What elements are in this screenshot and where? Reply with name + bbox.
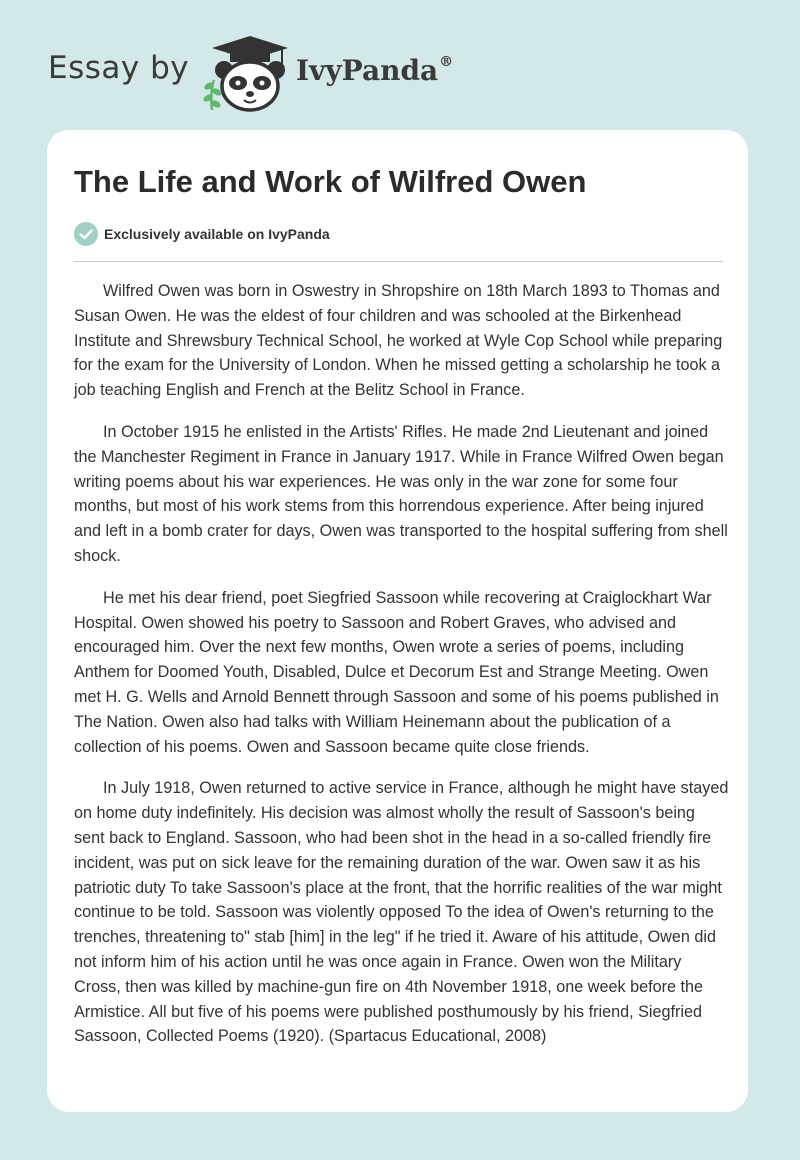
brand-name[interactable]: [296, 54, 453, 87]
essay-card: [47, 130, 748, 1112]
essay-by-label: Essay by: [48, 50, 190, 86]
brand-text: IvyPanda: [296, 54, 439, 87]
divider: [74, 261, 723, 262]
essay-title: The Life and Work of Wilfred Owen: [74, 164, 587, 199]
essay-body: [74, 279, 729, 1066]
panda-graduate-icon[interactable]: [200, 34, 290, 112]
essay-paragraph: In October 1915 he enlisted in the Artists' Rifles. He made 2nd Lieutenant and joined the Manchester Regiment in France in January 1917. While in France Wilfred Owen began writing poems about his war experiences. He was only in the war zone for some four months, but most of his work stems from this horrendous experience. After being injured and left in a bomb crater for days, Owen was transported to the hospital suffering from shell shock.: [74, 422, 728, 565]
exclusive-badge-text: Exclusively available on IvyPanda: [104, 226, 330, 242]
site-header: [48, 32, 748, 112]
essay-paragraph: In July 1918, Owen returned to active service in France, although he might have stayed on home duty indefinitely. His decision was almost wholly the result of Sassoon's being sent back to England. Sassoon, who had been shot in the head in a so-called friendly fire incident, was put on sick leave for the remaining duration of the war. Owen saw it as his patriotic duty To take Sassoon's place at the front, that the horrific realities of the war might continue to be told. Sassoon was violently opposed To the idea of Owen's returning to the trenches, threatening to" stab [him] in the leg" if he tried it. Aware of his attitude, Owen did not inform him of his action until he was once again in France. Owen won the Military Cross, then was killed by machine-gun fire on 4th November 1918, one week before the Armistice. All but five of his poems were published posthumously by his friend, Siegfried Sassoon, Collected Poems (1920). (Spartacus Educational, 2008): [74, 779, 729, 1046]
essay-paragraph: Wilfred Owen was born in Oswestry in Shropshire on 18th March 1893 to Thomas and Susan Owen. He was the eldest of four children and was schooled at the Birkenhead Institute and Shrewsbury Technical School, he worked at Wyle Cop School while preparing for the exam for the University of London. When he missed getting a scholarship he took a job teaching English and French at the Belitz School in France.: [74, 282, 723, 400]
registered-mark: ®: [439, 54, 454, 70]
essay-paragraph: He met his dear friend, poet Siegfried Sassoon while recovering at Craiglockhart War Hospital. Owen showed his poetry to Sassoon and Robert Graves, who advised and encouraged him. Over the next few months, Owen wrote a series of poems, including Anthem for Doomed Youth, Disabled, Dulce et Decorum Est and Strange Meeting. Owen met H. G. Wells and Arnold Bennett through Sassoon and some of his poems published in The Nation. Owen also had talks with William Heinemann about the publication of a collection of his poems. Owen and Sassoon became quite close friends.: [74, 588, 719, 756]
check-circle-icon: [74, 222, 98, 246]
